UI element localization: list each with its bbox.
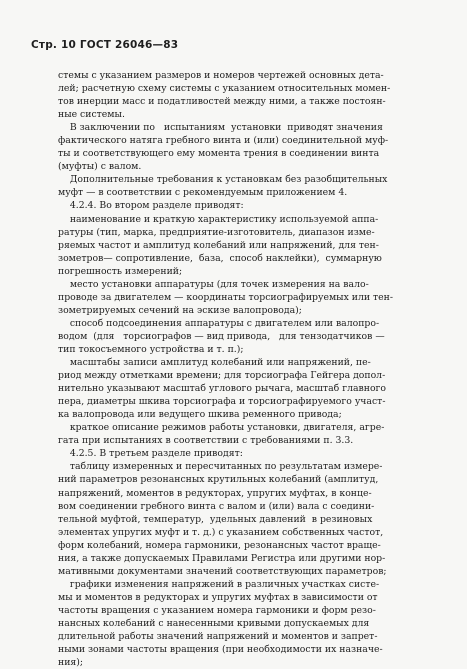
text-line: стемы с указанием размеров и номеров чертежей основных дета- [58, 70, 384, 81]
text-line: напряжений, моментов в редукторах, упругих муфтах, в конце- [58, 487, 372, 499]
text-line: элементах упругих муфт и т. д.) с указанием собственных частот, [58, 526, 384, 538]
text-line: ными зонами частоты вращения (при необходимости их назначе- [58, 644, 383, 656]
text-line: водом (для торсиографов — вид привода, для тензодатчиков — [58, 330, 385, 342]
text-line: 4.2.5. В третьем разделе приводят: [58, 448, 243, 460]
text-line: ния); [58, 657, 84, 669]
text-line: нансных колебаний с нанесенными кривыми допускаемых для [58, 617, 370, 629]
text-line: ка валопровода или ведущего шкива ременного привода; [58, 409, 342, 421]
text-line: нительно указывают масштаб углового рычага, масштаб главного [58, 383, 387, 395]
text-line: зометров— сопротивление, база, способ наклейки), суммарную [58, 252, 382, 264]
text-line: наименование и краткую характеристику используемой аппа- [58, 213, 379, 225]
text-line: место установки аппаратуры (для точек измерения на валo- [58, 278, 369, 290]
text-line: графики изменения напряжений в различных участках систе- [58, 578, 380, 590]
text-line: пера, диаметры шкива торсиографа и торсиографируемого участ- [58, 396, 386, 408]
text-line: гата при испытаниях в соответствии с требованиями п. 3.3. [58, 435, 354, 447]
text-line: муфт — в соответствии с рекомендуемым приложением 4. [58, 187, 348, 199]
text-line: ратуры (тип, марка, предприятие-изготовитель, диапазон изме- [58, 226, 375, 238]
text-line: вом соединении гребного винта с валом и (или) вала с соедини- [58, 500, 375, 512]
text-line: (муфты) с валом. [58, 161, 142, 173]
text-line: риод между отметками времени; для торсиографа Гейгера допол- [58, 370, 386, 382]
text-line: длительной работы значений напряжений и моментов и запрет- [58, 631, 378, 643]
text-line: Дополнительные требования к установкам без разобщительных [58, 174, 388, 186]
text-line: погрешность измерений; [58, 265, 183, 277]
text-line: тип токосъемного устройства и т. п.); [58, 343, 244, 355]
text-line: ные системы. [58, 109, 125, 121]
text-line: проводе за двигателем — координаты торсиографируемых или тен- [58, 291, 394, 303]
text-line: мы и моментов в редукторах и упругих муфтах в зависимости от [58, 591, 378, 603]
body-text [58, 69, 424, 669]
text-line: ния, а также допускаемых Правилами Регистра или другими нор- [58, 552, 386, 564]
text-line: форм колебаний, номера гармоники, резонансных частот враще- [58, 539, 381, 551]
page-header: Стр. 10 ГОСТ 26046—83 [31, 39, 179, 51]
text-line: тельной муфтой, температур, удельных давлений в резиновых [58, 513, 373, 525]
text-line: В заключении по испытаниям установки приводят значения [58, 122, 383, 134]
text-line: зометрируемых сечений на эскизе валопровода); [58, 304, 302, 316]
text-line: мативными документами значений соответствующих параметров; [58, 565, 387, 577]
text-line: масштабы записи амплитуд колебаний или напряжений, пе- [58, 357, 371, 369]
text-line: тов инерции масс и податливостей между ними, а также постоян- [58, 96, 386, 108]
text-line: частоты вращения с указанием номера гармоники и форм резо- [58, 604, 376, 616]
text-line: таблицу измеренных и пересчитанных по результатам измере- [58, 461, 383, 473]
text-line: ний параметров резонансных крутильных колебаний (амплитуд, [58, 474, 379, 486]
text-line: фактического натяга гребного винта и (или) соединительной муф- [58, 135, 389, 147]
text-line: краткое описание режимов работы установки, двигателя, агре- [58, 422, 385, 434]
text-line: 4.2.4. Во втором разделе приводят: [58, 200, 244, 212]
text-line: способ подсоединения аппаратуры с двигателем или валопро- [58, 317, 380, 329]
text-line: лей; расчетную схему системы с указанием относительных момен- [58, 83, 391, 95]
text-line: ряемых частот и амплитуд колебаний или напряжений, для тен- [58, 239, 379, 251]
text-line: ты и соответствующего ему момента трения в соединении винта [58, 148, 380, 160]
